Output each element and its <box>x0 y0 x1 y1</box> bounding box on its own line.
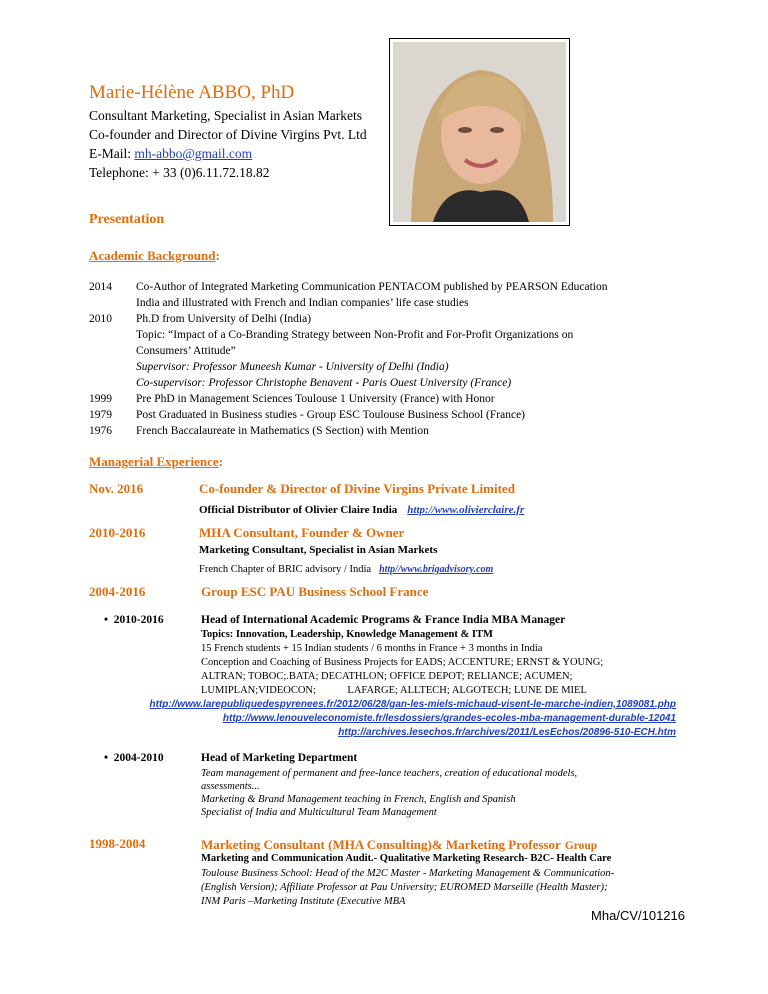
bullet1-line: ALTRAN; TOBOC;.BATA; DECATHLON; OFFICE DEPOT; RELIANCE; ACUMEN; <box>201 671 573 682</box>
telephone: Telephone: + 33 (0)6.11.72.18.82 <box>89 165 270 180</box>
person-name: Marie-Hélène ABBO, PhD <box>89 82 295 103</box>
exp3-title: Group ESC PAU Business School France <box>201 584 429 599</box>
academic-entry: Ph.D from University of Delhi (India) <box>136 313 312 325</box>
presentation-heading: Presentation <box>89 212 165 227</box>
exp4-title: Marketing Consultant (MHA Consulting)& Marketing Professor Group <box>201 837 598 852</box>
email-link[interactable]: mh-abbo@gmail.com <box>134 146 253 161</box>
job-title: Consultant Marketing, Specialist in Asian Markets <box>89 108 362 123</box>
bullet2-line: Team management of permanent and free-lance teachers, creation of educational models, <box>201 768 578 779</box>
academic-year: 1999 <box>89 393 112 405</box>
bullet2-line: Specialist of India and Multicultural Team Management <box>201 807 437 818</box>
academic-year: 2010 <box>89 313 112 325</box>
exp1-date: Nov. 2016 <box>89 481 144 496</box>
exp2-sub: Marketing Consultant, Specialist in Asian Markets <box>199 544 438 556</box>
exp4-line: INM Paris –Marketing Institute (Executive MBA <box>201 896 406 907</box>
academic-entry: French Baccalaureate in Mathematics (S Section) with Mention <box>136 425 429 437</box>
exp4-line: (English Version); Affiliate Professor at Pau University; EUROMED Marseille (Health Master); <box>201 882 608 893</box>
bullet1-line: Conception and Coaching of Business Projects for EADS; ACCENTURE; ERNST & YOUNG; <box>201 657 604 668</box>
academic-entry: Pre PhD in Management Sciences Toulouse 1 University (France) with Honor <box>136 393 495 405</box>
academic-entry: Co-Author of Integrated Marketing Communication PENTACOM published by PEARSON Education <box>136 281 608 293</box>
brigadvisory-link[interactable]: http//www.brigadvisory.com <box>379 564 494 575</box>
document-reference: Mha/CV/101216 <box>591 908 685 923</box>
managerial-heading: Managerial Experience: <box>89 454 223 469</box>
bullet2-line: assessments... <box>201 781 260 792</box>
lenouveleconomiste-link[interactable]: http://www.lenouveleconomiste.fr/lesdossiers/grandes-ecoles-mba-management-durable-12041 <box>222 713 676 724</box>
email-line <box>89 144 252 163</box>
larepublique-link[interactable]: http://www.larepubliquedespyrenees.fr/2012/06/28/gan-les-miels-michaud-visent-le-marche-indien,1089081.php <box>149 699 676 710</box>
academic-year: 1979 <box>89 409 112 421</box>
bullet1-topics: Topics: Innovation, Leadership, Knowledge Management & ITM <box>201 629 493 640</box>
exp1-sub-line: Official Distributor of Olivier Claire India http://www.olivierclaire.fr <box>199 504 525 516</box>
bullet2-line: Marketing & Brand Management teaching in French, English and Spanish <box>201 794 516 805</box>
academic-year: 2014 <box>89 281 112 293</box>
academic-entry: India and illustrated with French and Indian companies’ life case studies <box>136 297 469 309</box>
bullet1-date: • 2010-2016 <box>104 614 164 626</box>
academic-entry: Supervisor: Professor Muneesh Kumar - University of Delhi (India) <box>136 361 449 373</box>
bullet1-line: 15 French students + 15 Indian students / 6 months in France + 3 months in India <box>201 643 543 654</box>
exp4-date: 1998-2004 <box>89 836 146 851</box>
academic-entry: Consumers’ Attitude” <box>136 345 236 357</box>
bullet2-date: • 2004-2010 <box>104 752 164 764</box>
exp2-small-line: French Chapter of BRIC advisory / India http//www.brigadvisory.com <box>199 564 494 575</box>
exp4-line: Toulouse Business School: Head of the M2C Master - Marketing Management & Communication- <box>201 868 615 879</box>
profile-photo <box>389 38 570 226</box>
exp3-date: 2004-2016 <box>89 584 146 599</box>
exp4-sub: Marketing and Communication Audit.- Qualitative Marketing Research- B2C- Health Care <box>201 853 612 864</box>
company-role: Co-founder and Director of Divine Virgins Pvt. Ltd <box>89 127 367 142</box>
email-label: E-Mail: <box>89 146 135 161</box>
bullet-dot: • <box>104 614 109 626</box>
academic-entry: Topic: “Impact of a Co-Branding Strategy between Non-Profit and For-Profit Organizations on <box>136 329 574 341</box>
exp2-date: 2010-2016 <box>89 525 146 540</box>
lesechos-link[interactable]: http://archives.lesechos.fr/archives/2011/LesEchos/20896-510-ECH.htm <box>338 727 676 738</box>
exp1-title: Co-founder & Director of Divine Virgins Private Limited <box>199 481 515 496</box>
exp2-title: MHA Consultant, Founder & Owner <box>199 525 405 540</box>
academic-entry: Post Graduated in Business studies - Group ESC Toulouse Business School (France) <box>136 409 526 421</box>
academic-entry: Co-supervisor: Professor Christophe Benavent - Paris Ouest University (France) <box>136 377 512 389</box>
bullet2-title: Head of Marketing Department <box>201 752 358 764</box>
academic-year: 1976 <box>89 425 112 437</box>
academic-heading: Academic Background: <box>89 248 220 263</box>
bullet-dot: • <box>104 752 109 764</box>
bullet1-title: Head of International Academic Programs & France India MBA Manager <box>201 614 566 626</box>
olivierclaire-link[interactable]: http://www.olivierclaire.fr <box>407 504 525 516</box>
bullet1-line: LUMIPLAN;VIDEOCON; LAFARGE; ALLTECH; ALGOTECH; LUNE DE MIEL <box>201 685 587 696</box>
